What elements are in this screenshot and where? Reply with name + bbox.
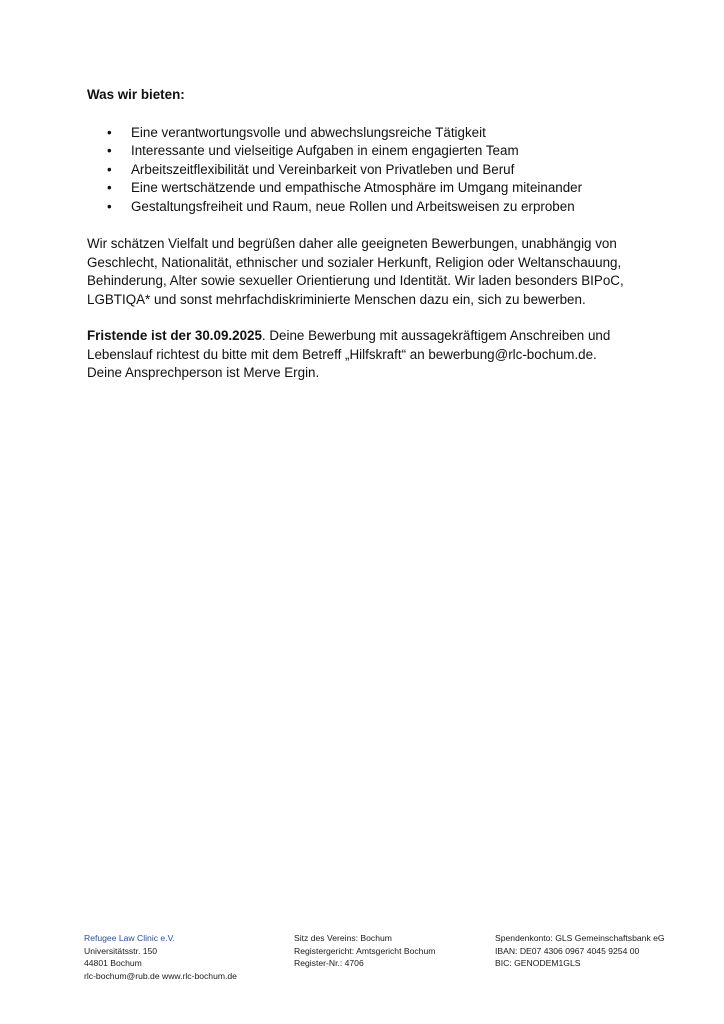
iban: IBAN: DE07 4306 0967 4045 9254 00 — [495, 945, 640, 956]
paragraph-line: LGBTIQA* und sonst mehrfachdiskriminierte Menschen dazu ein, sich zu bewerben. — [87, 291, 586, 307]
diversity-paragraph — [87, 235, 647, 309]
register-number: Register-Nr.: 4706 — [294, 958, 364, 968]
register-court: Registergericht: Amtsgericht Bochum — [294, 945, 436, 956]
list-item-text: Eine wertschätzende und empathische Atmosphäre im Umgang miteinander — [131, 180, 583, 195]
list-item — [87, 124, 647, 143]
deadline-text: Fristende ist der 30.09.2025 — [87, 328, 262, 343]
application-text: . Deine Bewerbung mit aussagekräftigem Anschreiben und — [261, 328, 611, 343]
bic: BIC: GENODEM1GLS — [495, 958, 581, 968]
donation-account: Spendenkonto: GLS Gemeinschaftsbank eG — [495, 933, 665, 943]
main-content — [87, 86, 647, 401]
footer-address-column — [84, 932, 237, 982]
footer-bank-column — [495, 932, 665, 970]
bullet-icon: • — [107, 143, 112, 158]
list-item-text: Eine verantwortungsvolle und abwechslungsreiche Tätigkeit — [131, 124, 486, 140]
paragraph-line — [87, 327, 647, 346]
list-item — [87, 179, 647, 198]
list-item-text: Interessante und vielseitige Aufgaben in einem engagierten Team — [131, 143, 519, 158]
offer-list — [87, 124, 647, 217]
bullet-icon: • — [107, 161, 112, 177]
application-paragraph — [87, 327, 647, 383]
org-name: Refugee Law Clinic e.V. — [84, 933, 175, 943]
paragraph-line: Geschlecht, Nationalität, ethnischer und sozialer Herkunft, Religion oder Weltanschauung, — [87, 254, 622, 270]
paragraph-line: Behinderung, Alter sowie sexueller Orientierung und Identität. Wir laden besonders BIPoC, — [87, 273, 624, 288]
bullet-icon: • — [107, 124, 112, 140]
city-address: 44801 Bochum — [84, 958, 142, 968]
paragraph-line: Lebenslauf richtest du bitte mit dem Betreff „Hilfskraft“ an bewerbung@rlc-bochum.de. — [87, 346, 597, 362]
list-item-text: Gestaltungsfreiheit und Raum, neue Rollen und Arbeitsweisen zu erproben — [131, 198, 575, 214]
bullet-icon: • — [107, 198, 112, 214]
list-item — [87, 161, 647, 180]
footer-register-column — [294, 932, 435, 970]
list-item-text: Arbeitszeitflexibilität und Vereinbarkeit von Privatleben und Beruf — [131, 161, 515, 177]
paragraph-line: Deine Ansprechperson ist Merve Ergin. — [87, 365, 320, 380]
street-address: Universitätsstr. 150 — [84, 945, 158, 956]
section-heading: Was wir bieten: — [87, 87, 185, 102]
association-seat: Sitz des Vereins: Bochum — [294, 933, 392, 943]
bullet-icon: • — [107, 180, 112, 195]
list-item — [87, 142, 647, 161]
list-item — [87, 198, 647, 217]
contact-info: rlc-bochum@rub.de www.rlc-bochum.de — [84, 970, 237, 981]
paragraph-line: Wir schätzen Vielfalt und begrüßen daher alle geeigneten Bewerbungen, unabhängig von — [87, 236, 617, 251]
